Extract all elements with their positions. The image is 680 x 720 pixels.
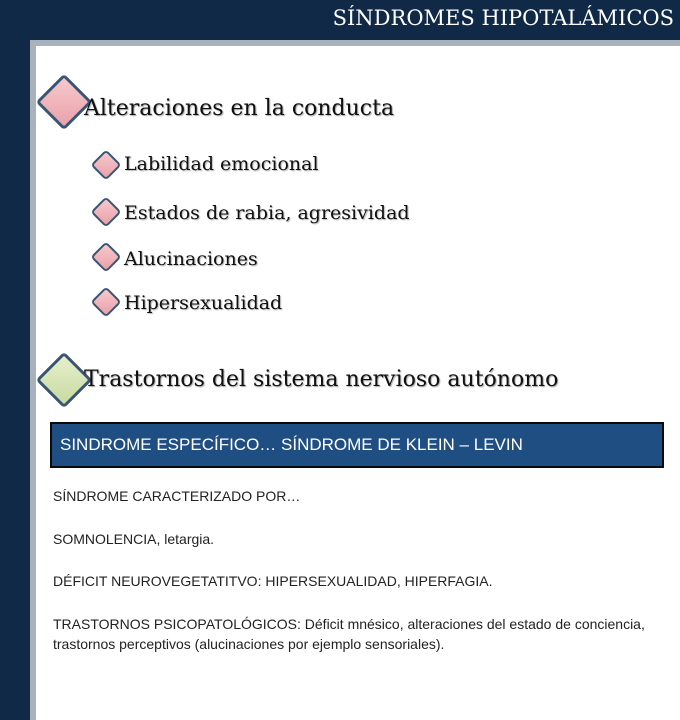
list-item: Hipersexualidad xyxy=(124,292,283,314)
section-heading-autonomo: Trastornos del sistema nervioso autónomo xyxy=(84,367,559,392)
list-item: Labilidad emocional xyxy=(124,153,319,175)
paragraph: DÉFICIT NEUROVEGETATITVO: HIPERSEXUALIDAD, HIPERFAGIA. xyxy=(53,573,493,589)
paragraph: SOMNOLENCIA, letargia. xyxy=(53,531,215,547)
section-heading-conducta: Alteraciones en la conducta xyxy=(84,96,395,121)
paragraph: TRASTORNOS PSICOPATOLÓGICOS: Déficit mnésico, alteraciones del estado de conciencia, trastornos perceptivos (alucinaciones por ejemplo sensoriales). xyxy=(53,616,645,652)
left-sidebar-bar xyxy=(0,0,30,720)
list-item: Alucinaciones xyxy=(124,248,258,270)
slide-title: SÍNDROMES HIPOTALÁMICOS xyxy=(332,6,674,30)
syndrome-title-box: SINDROME ESPECÍFICO… SÍNDROME DE KLEIN – LEVIN xyxy=(50,422,664,468)
paragraph: SÍNDROME CARACTERIZADO POR… xyxy=(53,488,301,504)
list-item: Estados de rabia, agresividad xyxy=(124,202,410,224)
